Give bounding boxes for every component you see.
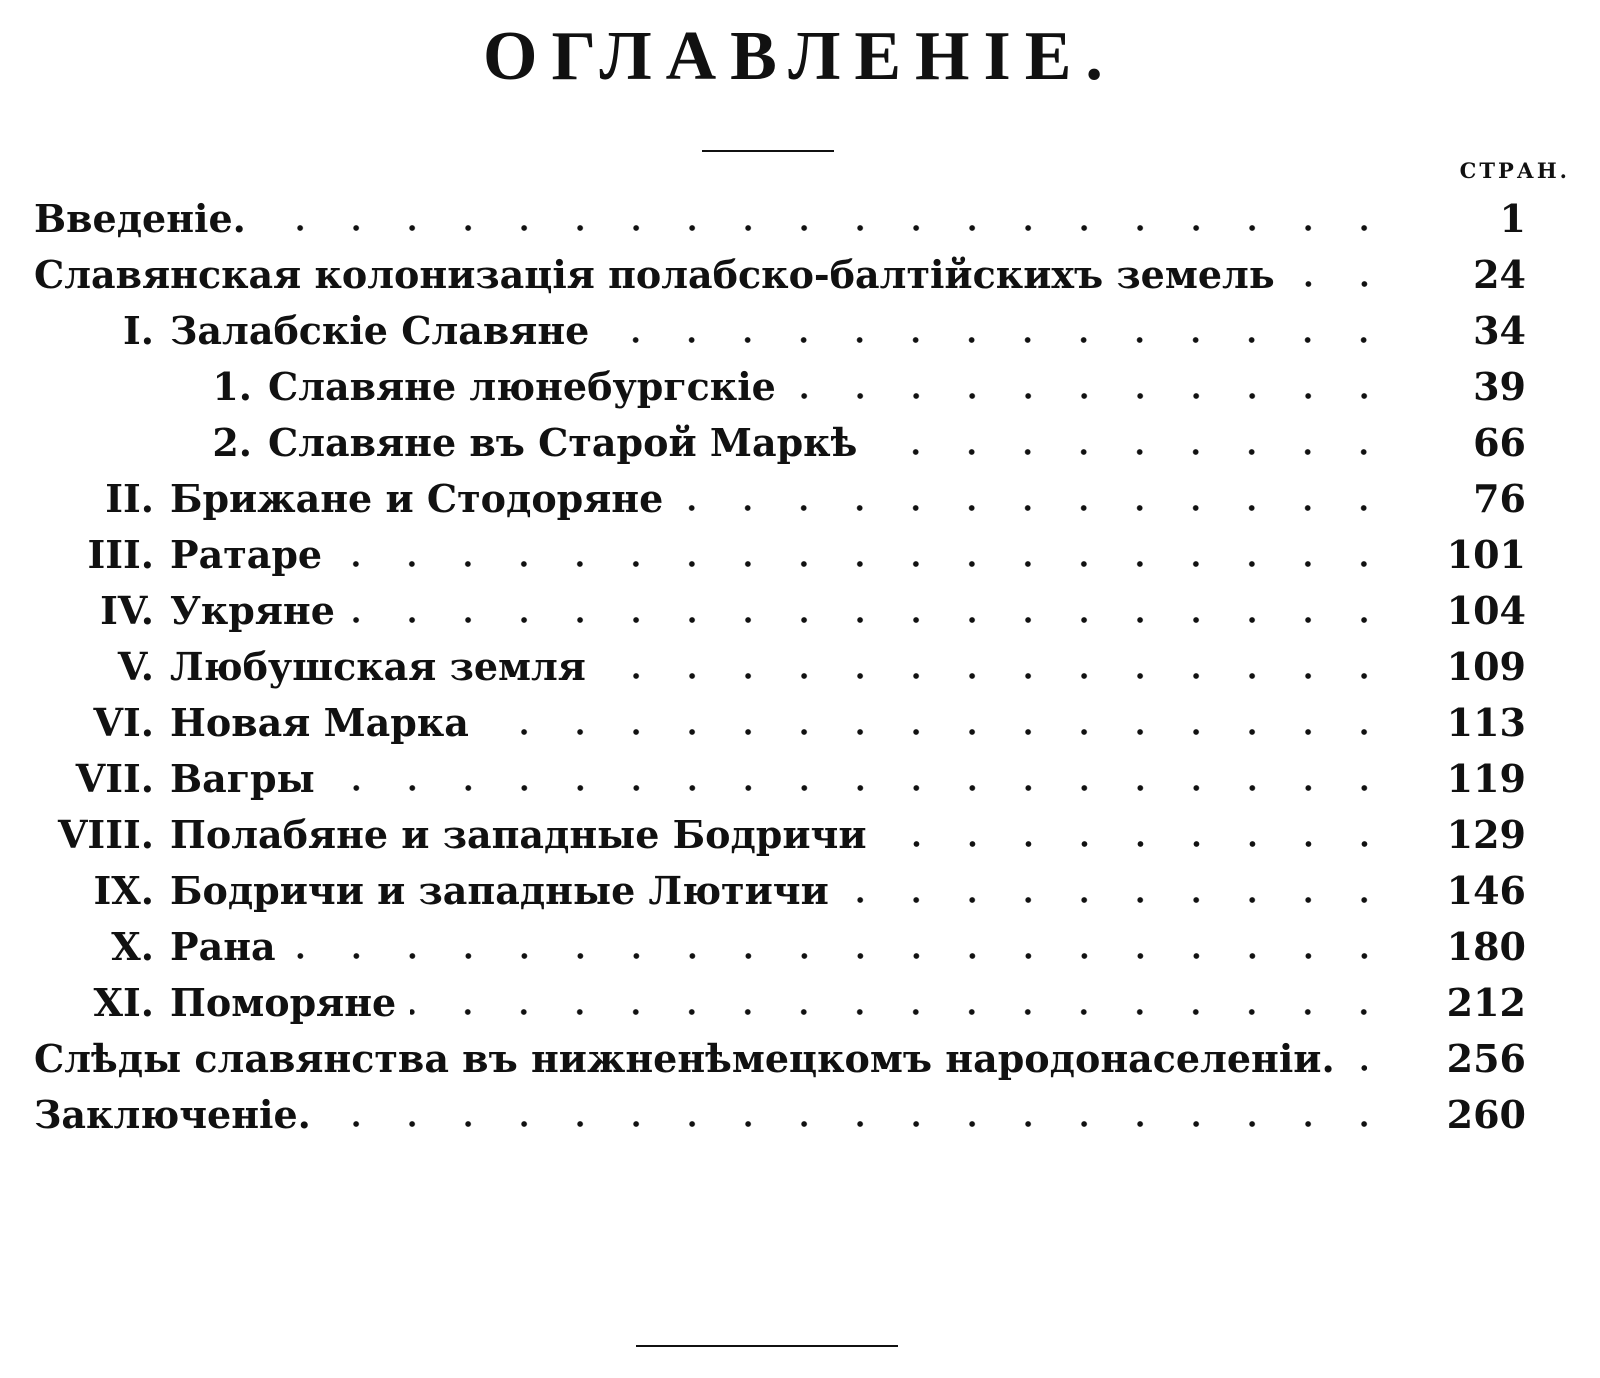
toc-entry-title: Славянская колонизація полабско-балтійскихъ земель [34, 251, 1275, 297]
toc-entry-page: 66 [1473, 419, 1526, 465]
toc-entry-numeral: 1. [212, 363, 252, 409]
toc-entry-page: 119 [1446, 755, 1526, 801]
toc-entry-title: Славяне люнебургскіе [252, 364, 776, 409]
dot-leader [290, 952, 1392, 960]
page-title: ОГЛАВЛЕНІЕ. [483, 18, 1117, 95]
toc-entry [34, 1030, 1526, 1086]
toc-entry [34, 918, 1526, 974]
toc-entry-title: Новая Марка [154, 700, 469, 745]
toc-entry-numeral: X. [111, 923, 154, 969]
toc-entry-numeral: IV. [100, 587, 154, 633]
toc-entry-numeral: IX. [93, 867, 154, 913]
toc-entry-numeral: XI. [93, 979, 154, 1025]
toc-entry-page: 146 [1446, 867, 1526, 913]
toc-entry-page: 260 [1446, 1091, 1526, 1137]
dot-leader [329, 784, 1392, 792]
dot-leader [790, 392, 1392, 400]
toc-entry-page: 180 [1446, 923, 1526, 969]
toc-entry-title: Бодричи и западные Лютичи [154, 868, 829, 913]
toc-entry-numeral: II. [105, 475, 154, 521]
toc-entry-page: 212 [1446, 979, 1526, 1025]
dot-leader [410, 1008, 1392, 1016]
toc-entry-page: 39 [1473, 363, 1526, 409]
dot-leader [325, 1120, 1392, 1128]
toc-entry [34, 974, 1526, 1030]
toc-entry-title: Любушская земля [154, 644, 586, 689]
toc-entry-title: Вагры [154, 756, 315, 801]
page-column-label: СТРАН. [1459, 158, 1570, 183]
dot-leader [483, 728, 1392, 736]
dot-leader [871, 448, 1392, 456]
dot-leader [1289, 280, 1392, 288]
toc-entry-page: 113 [1446, 699, 1526, 745]
toc-entry-numeral: III. [87, 531, 154, 577]
toc-entry-page: 24 [1473, 251, 1526, 297]
toc-entry-page: 101 [1446, 531, 1526, 577]
dot-leader [881, 840, 1392, 848]
toc-entry-title: Ратаре [154, 532, 322, 577]
toc-entry-title: Заключеніе. [34, 1091, 311, 1137]
title-divider [702, 150, 834, 152]
toc-entry-numeral: VIII. [57, 811, 154, 857]
toc-entry-page: 1 [1499, 195, 1526, 241]
toc-entry [34, 190, 1526, 246]
toc-entry-page: 104 [1446, 587, 1526, 633]
toc-entry-page: 109 [1446, 643, 1526, 689]
toc-entry [34, 750, 1526, 806]
toc-entry [34, 302, 1526, 358]
table-of-contents [34, 190, 1526, 1142]
dot-leader [677, 504, 1392, 512]
toc-entry [34, 246, 1526, 302]
toc-entry-title: Введеніе. [34, 195, 246, 241]
toc-entry [34, 470, 1526, 526]
toc-entry-numeral: V. [117, 643, 154, 689]
toc-entry-page: 34 [1473, 307, 1526, 353]
toc-entry-title: Брижане и Стодоряне [154, 476, 663, 521]
dot-leader [260, 224, 1392, 232]
toc-entry-title: Полабяне и западные Бодричи [154, 812, 867, 857]
toc-entry [34, 414, 1526, 470]
toc-entry-title: Залабскіе Славяне [154, 308, 589, 353]
toc-entry [34, 806, 1526, 862]
dot-leader [600, 672, 1392, 680]
dot-leader [349, 616, 1392, 624]
toc-entry-title: Славяне въ Старой Маркѣ [252, 420, 857, 465]
toc-entry-numeral: VII. [75, 755, 154, 801]
toc-entry-title: Укряне [154, 588, 335, 633]
toc-entry [34, 358, 1526, 414]
toc-entry-title: Слѣды славянства въ нижненѣмецкомъ народонаселеніи. [34, 1035, 1335, 1081]
toc-entry [34, 638, 1526, 694]
toc-entry [34, 862, 1526, 918]
toc-entry [34, 582, 1526, 638]
dot-leader [603, 336, 1392, 344]
toc-entry [34, 526, 1526, 582]
toc-entry-title: Поморяне [154, 980, 396, 1025]
toc-entry [34, 1086, 1526, 1142]
toc-entry [34, 694, 1526, 750]
toc-entry-page: 76 [1473, 475, 1526, 521]
dot-leader [336, 560, 1392, 568]
dot-leader [843, 896, 1392, 904]
toc-entry-numeral: 2. [212, 419, 252, 465]
toc-entry-numeral: VI. [93, 699, 154, 745]
dot-leader [1349, 1064, 1392, 1072]
toc-entry-numeral: I. [122, 307, 154, 353]
toc-entry-title: Рана [154, 924, 276, 969]
toc-entry-page: 129 [1446, 811, 1526, 857]
bottom-divider [636, 1345, 898, 1347]
toc-entry-page: 256 [1446, 1035, 1526, 1081]
